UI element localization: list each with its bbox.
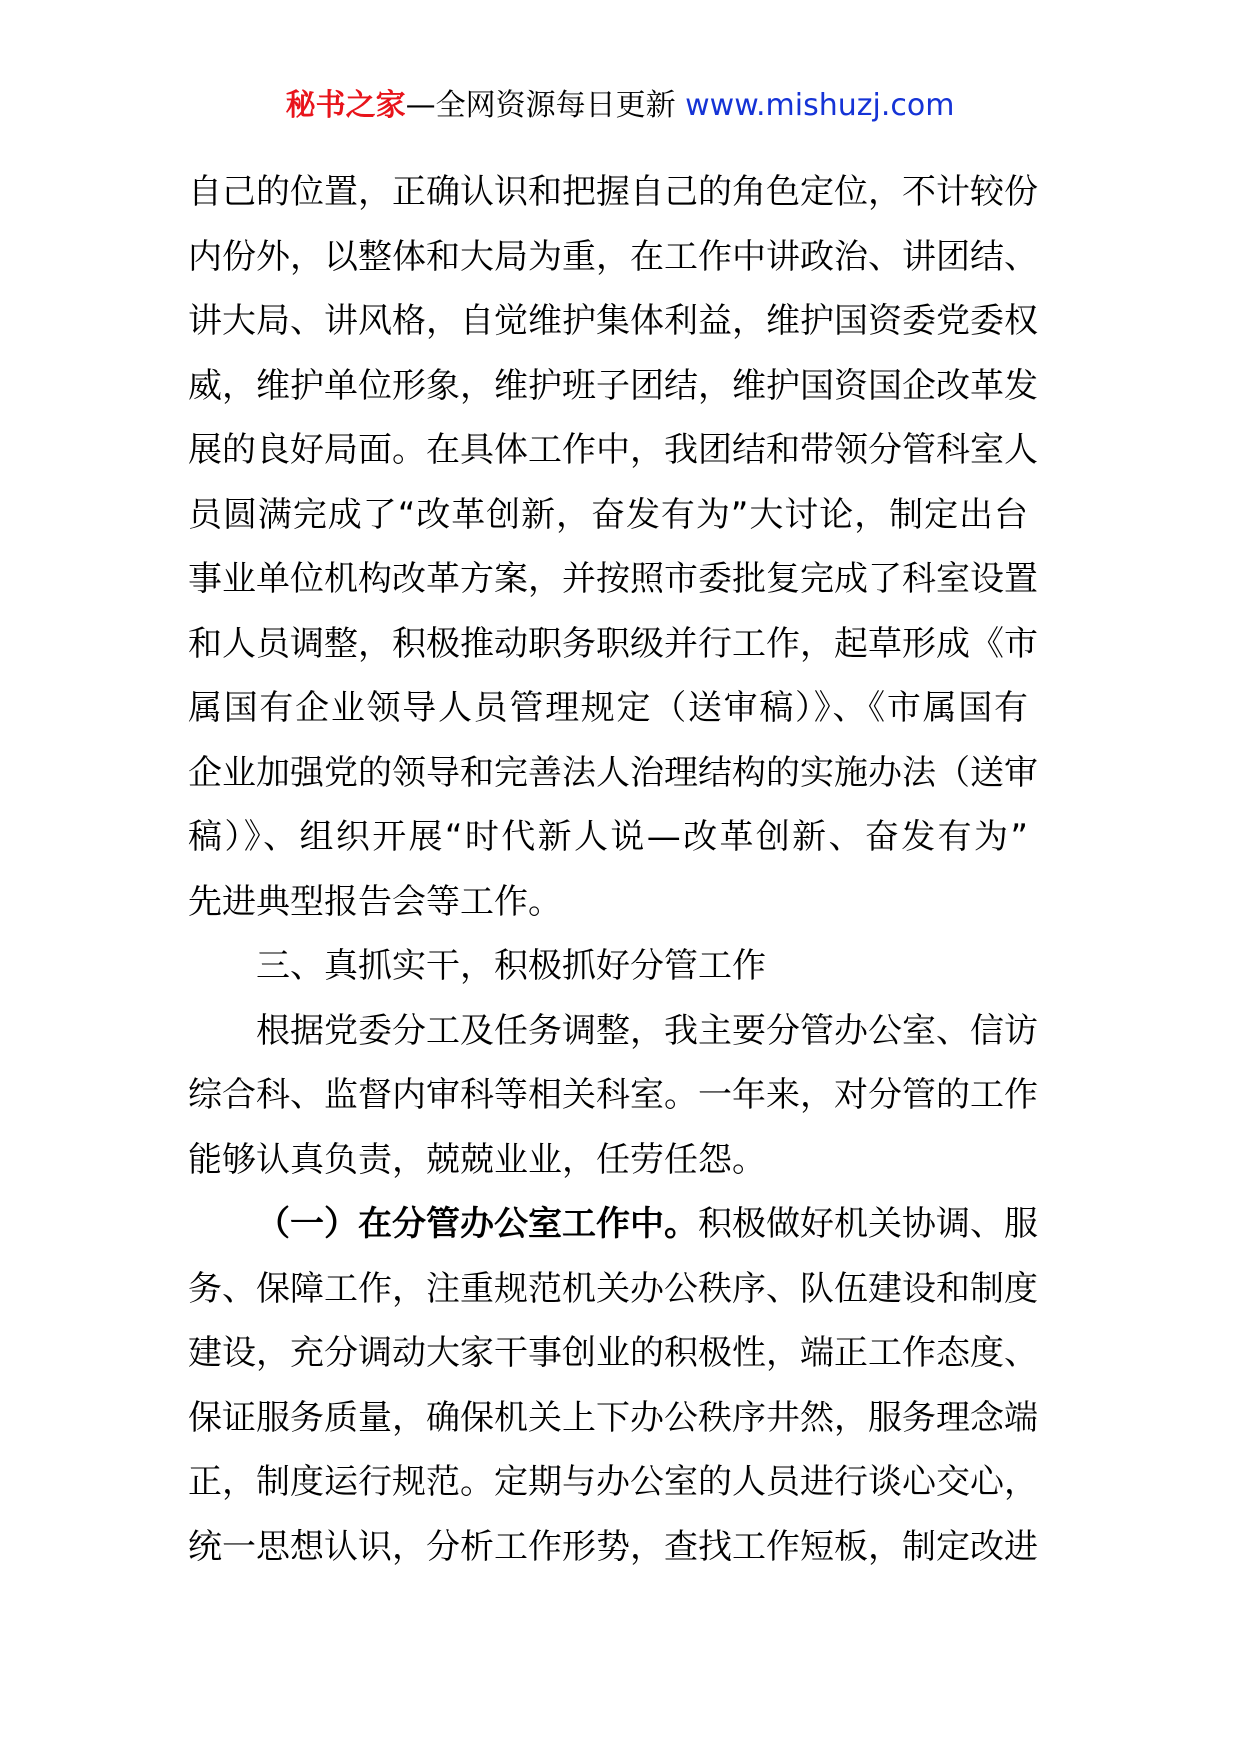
text-line-11: 稿）》、组织开展“时代新人说—改革创新、奋发有为” — [188, 817, 1028, 857]
site-url-link[interactable]: www.mishuzj.com — [685, 88, 955, 123]
text-line-9: 属国有企业领导人员管理规定（送审稿）》、《市属国有 — [188, 688, 1028, 728]
text-line-2: 内份外，以整体和大局为重，在工作中讲政治、讲团结、 — [188, 236, 1038, 277]
subsection-lead: （一）在分管办公室工作中。 — [256, 1204, 698, 1244]
text-line-14: 根据党委分工及任务调整，我主要分管办公室、信访 — [256, 1010, 1038, 1051]
text-line-8: 和人员调整，积极推动职务职级并行工作，起草形成《市 — [188, 623, 1038, 664]
text-line-18: 务、保障工作，注重规范机关办公秩序、队伍建设和制度 — [188, 1268, 1038, 1309]
text-line-7: 事业单位机构改革方案，并按照市委批复完成了科室设置 — [188, 559, 1038, 599]
text-line-16: 能够认真负责，兢兢业业，任劳任怨。 — [188, 1139, 766, 1180]
text-line-4: 威，维护单位形象，维护班子团结，维护国资国企改革发 — [188, 365, 1038, 406]
section-heading: 三、真抓实干，积极抓好分管工作 — [256, 946, 766, 986]
text-line-5: 展的良好局面。在具体工作中，我团结和带领分管科室人 — [188, 430, 1038, 470]
text-line-15: 综合科、监督内审科等相关科室。一年来，对分管的工作 — [188, 1075, 1038, 1115]
text-line-22: 统一思想认识，分析工作形势，查找工作短板，制定改进 — [188, 1526, 1038, 1567]
header-dash: — — [405, 88, 436, 123]
text-line-1: 自己的位置，正确认识和把握自己的角色定位，不计较份 — [188, 172, 1038, 212]
header-tagline: 全网资源每日更新 — [435, 88, 676, 123]
text-line-20: 保证服务质量，确保机关上下办公秩序井然，服务理念端 — [188, 1397, 1038, 1438]
text-line-10: 企业加强党的领导和完善法人治理结构的实施办法（送审 — [188, 752, 1038, 793]
text-line-21: 正，制度运行规范。定期与办公室的人员进行谈心交心， — [188, 1462, 1038, 1502]
brand-name: 秘书之家 — [285, 88, 406, 123]
text-line-3: 讲大局、讲风格，自觉维护集体利益，维护国资委党委权 — [188, 301, 1038, 341]
text-line-12: 先进典型报告会等工作。 — [188, 881, 562, 922]
document-body — [188, 160, 1038, 1579]
subsection-rest: 积极做好机关协调、服 — [698, 1204, 1038, 1244]
site-header — [0, 86, 1240, 126]
text-line-6: 员圆满完成了“改革创新，奋发有为”大讨论，制定出台 — [188, 494, 1028, 535]
text-line-19: 建设，充分调动大家干事创业的积极性，端正工作态度、 — [188, 1333, 1038, 1373]
subsection-line — [188, 1192, 1038, 1257]
